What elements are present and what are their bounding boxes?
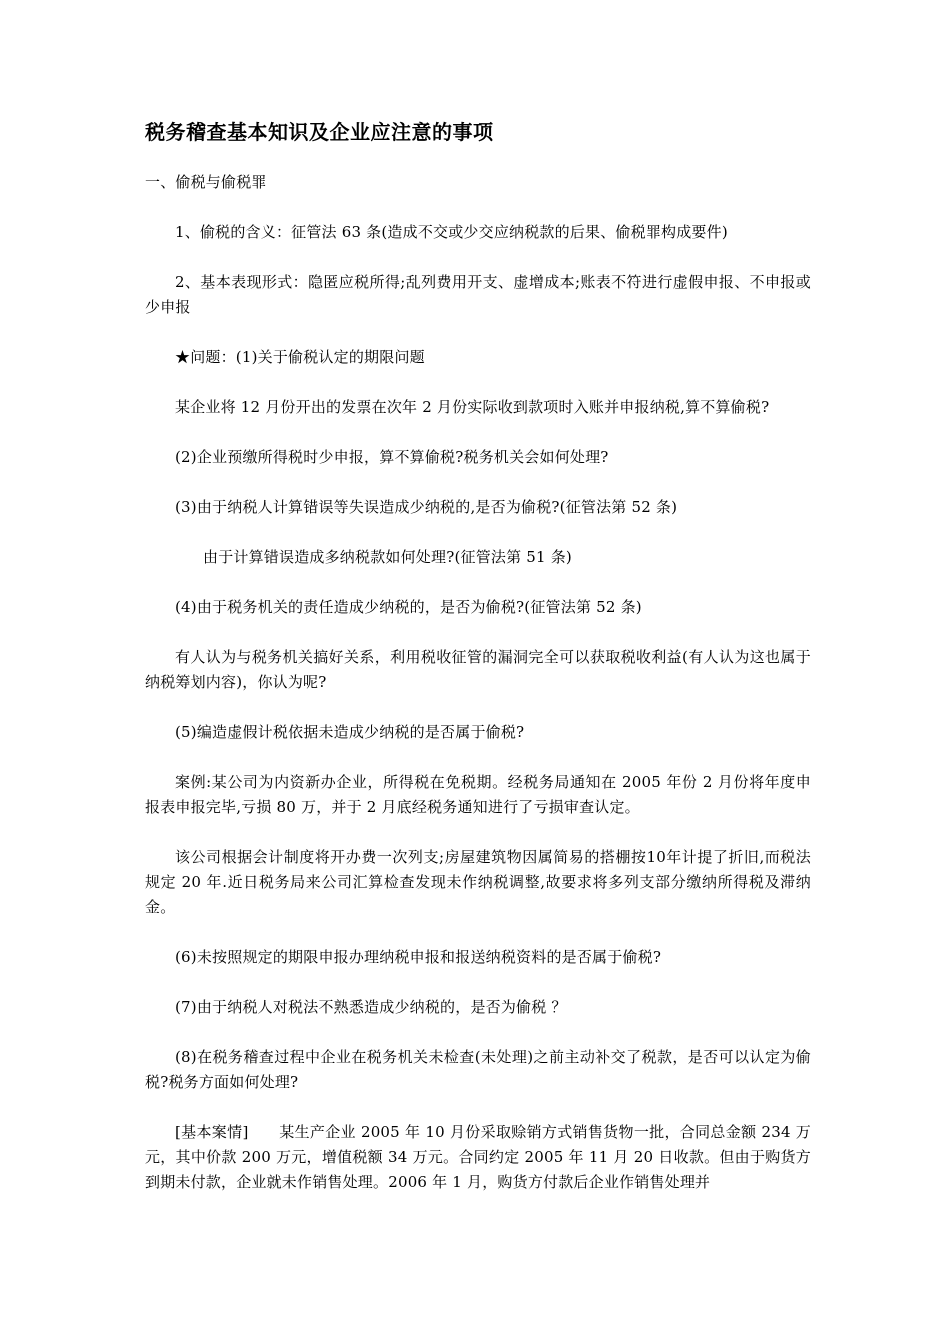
paragraph: (3)由于纳税人计算错误等失误造成少纳税的,是否为偷税?(征管法第 52 条) [175, 498, 678, 516]
section-heading: 一、偷税与偷税罪 [145, 173, 267, 191]
paragraph: 该公司根据会计制度将开办费一次列支;房屋建筑物因属简易的搭棚按10年计提了折旧,而税法规定 20 年.近日税务局来公司汇算检查发现未作纳税调整,故要求将多列支部分缴纳所得税及滞纳金。 [145, 848, 811, 916]
paragraph: 某企业将 12 月份开出的发票在次年 2 月份实际收到款项时入账并申报纳税,算不算偷税? [175, 398, 770, 416]
paragraph: 由于计算错误造成多纳税款如何处理?(征管法第 51 条) [203, 548, 572, 566]
paragraph: (5)编造虚假计税依据未造成少纳税的是否属于偷税? [175, 723, 525, 741]
paragraph: 1、偷税的含义：征管法 63 条(造成不交或少交应纳税款的后果、偷税罪构成要件) [175, 223, 728, 241]
case-paragraph: 案例:某公司为内资新办企业，所得税在免税期。经税务局通知在 2005 年份 2 月份将年度申报表申报完毕,亏损 80 万，并于 2 月底经税务通知进行了亏损审查认定。 [145, 773, 811, 816]
case-paragraph: [基本案情] 某生产企业 2005 年 10 月份采取赊销方式销售货物一批，合同总金额 234 万元，其中价款 200 万元，增值税额 34 万元。合同约定 2005 年 11 月 20 日收款。但由于购货方到期未付款，企业就未作销售处理。2006 年 1 月，购货方付款后企业作销售处理并 [145, 1123, 811, 1191]
paragraph: 2、基本表现形式：隐匿应税所得;乱列费用开支、虚增成本;账表不符进行虚假申报、不申报或少申报 [145, 273, 811, 316]
paragraph: (2)企业预缴所得税时少申报，算不算偷税?税务机关会如何处理? [175, 448, 609, 466]
document-body [145, 118, 811, 1220]
paragraph: 有人认为与税务机关搞好关系，利用税收征管的漏洞完全可以获取税收利益(有人认为这也属于纳税筹划内容)，你认为呢? [145, 648, 811, 691]
document-title: 税务稽查基本知识及企业应注意的事项 [145, 120, 494, 144]
paragraph: (6)未按照规定的期限申报办理纳税申报和报送纳税资料的是否属于偷税? [175, 948, 662, 966]
paragraph: (8)在税务稽查过程中企业在税务机关未检查(未处理)之前主动补交了税款，是否可以认定为偷税?税务方面如何处理? [145, 1048, 811, 1091]
paragraph: (7)由于纳税人对税法不熟悉造成少纳税的，是否为偷税 ？ [175, 998, 567, 1016]
question-heading: ★问题：(1)关于偷税认定的期限问题 [175, 348, 425, 366]
paragraph: (4)由于税务机关的责任造成少纳税的，是否为偷税?(征管法第 52 条) [175, 598, 642, 616]
